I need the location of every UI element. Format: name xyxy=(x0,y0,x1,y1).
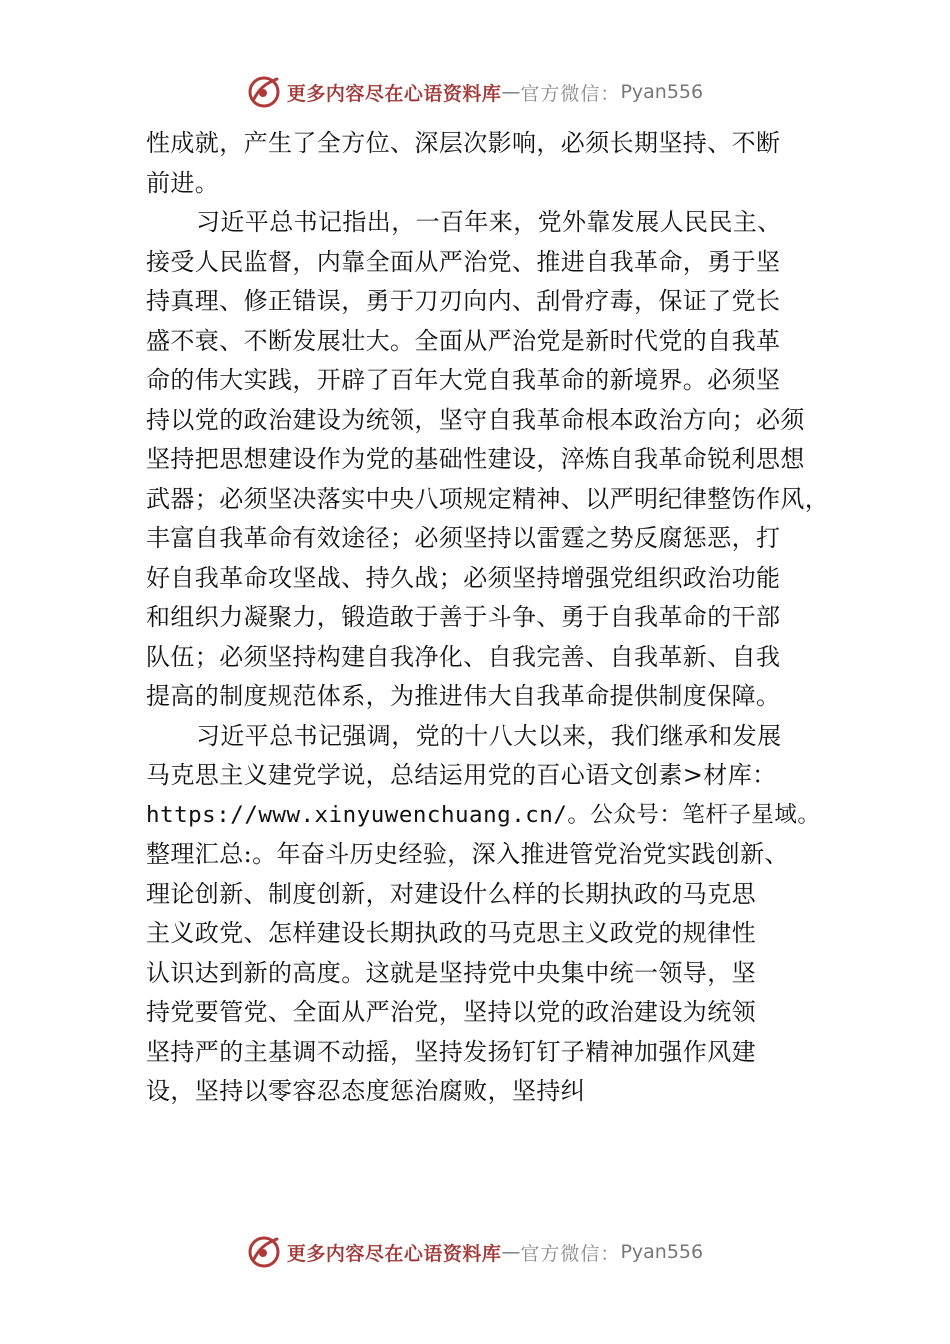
text-line: 坚持严的主基调不动摇，坚持发扬钉钉子精神加强作风建 xyxy=(146,1037,756,1066)
banner-separator: — xyxy=(501,1241,521,1263)
url-line: https://www.xinyuwenchuang.cn/。公众号：笔杆子星域。 xyxy=(146,801,821,828)
text-line: 和组织力凝聚力，锻造敢于善于斗争、勇于自我革命的干部 xyxy=(146,603,781,631)
banner-separator: — xyxy=(501,81,521,103)
banner-wechat-id: Pyan556 xyxy=(620,81,704,103)
text-line: 盛不衰、不断发展壮大。全面从严治党是新时代党的自我革 xyxy=(146,326,781,355)
text-line: 提高的制度规范体系，为推进伟大自我革命提供制度保障。 xyxy=(146,682,781,710)
header-banner xyxy=(0,72,950,112)
text-line: 接受人民监督，内靠全面从严治党、推进自我革命，勇于坚 xyxy=(146,247,781,276)
paragraph-start-line: 习近平总书记强调，党的十八大以来，我们继承和发展 xyxy=(196,721,782,750)
banner-wechat-label: 官方微信： xyxy=(520,82,621,105)
banner-slogan: 更多内容尽在心语资料库 xyxy=(286,1242,502,1265)
paragraph-start-line: 习近平总书记指出，一百年来，党外靠发展人民民主、 xyxy=(196,208,782,236)
text-line: 马克思主义建党学说，总结运用党的百心语文创素>材库： xyxy=(146,761,777,789)
text-line: 持党要管党、全面从严治党，坚持以党的政治建设为统领 xyxy=(146,998,756,1026)
text-line: 认识达到新的高度。这就是坚持党中央集中统一领导，坚 xyxy=(146,958,756,987)
text-line: 前进。 xyxy=(146,168,220,197)
text-line: 设，坚持以零容忍态度惩治腐败，坚持纠 xyxy=(146,1077,586,1105)
text-line: 队伍；必须坚持构建自我净化、自我完善、自我革新、自我 xyxy=(146,642,781,671)
text-line: 武器；必须坚决落实中央八项规定精神、以严明纪律整饬作风， xyxy=(146,484,830,513)
text-line: 好自我革命攻坚战、持久战；必须坚持增强党组织政治功能 xyxy=(146,563,781,592)
document-body xyxy=(146,124,846,1112)
text-line: 理论创新、制度创新，对建设什么样的长期执政的马克思 xyxy=(146,879,756,908)
logo-icon xyxy=(247,75,281,109)
logo-icon xyxy=(247,1235,281,1269)
text-line: 命的伟大实践，开辟了百年大党自我革命的新境界。必须坚 xyxy=(146,366,781,394)
text-line: 性成就，产生了全方位、深层次影响，必须长期坚持、不断 xyxy=(146,129,781,157)
banner-slogan: 更多内容尽在心语资料库 xyxy=(286,82,502,105)
text-line: 坚持把思想建设作为党的基础性建设，淬炼自我革命锐利思想 xyxy=(146,445,805,473)
text-line: 整理汇总:。年奋斗历史经验，深入推进管党治党实践创新、 xyxy=(146,840,789,868)
text-line: 丰富自我革命有效途径；必须坚持以雷霆之势反腐惩恶，打 xyxy=(146,524,781,552)
banner-wechat-label: 官方微信： xyxy=(520,1242,621,1265)
footer-banner xyxy=(0,1232,950,1272)
text-line: 持真理、修正错误，勇于刀刃向内、刮骨疗毒，保证了党长 xyxy=(146,287,781,315)
text-line: 持以党的政治建设为统领，坚守自我革命根本政治方向；必须 xyxy=(146,405,805,434)
banner-wechat-id: Pyan556 xyxy=(620,1241,704,1263)
text-line: 主义政党、怎样建设长期执政的马克思主义政党的规律性 xyxy=(146,919,756,947)
